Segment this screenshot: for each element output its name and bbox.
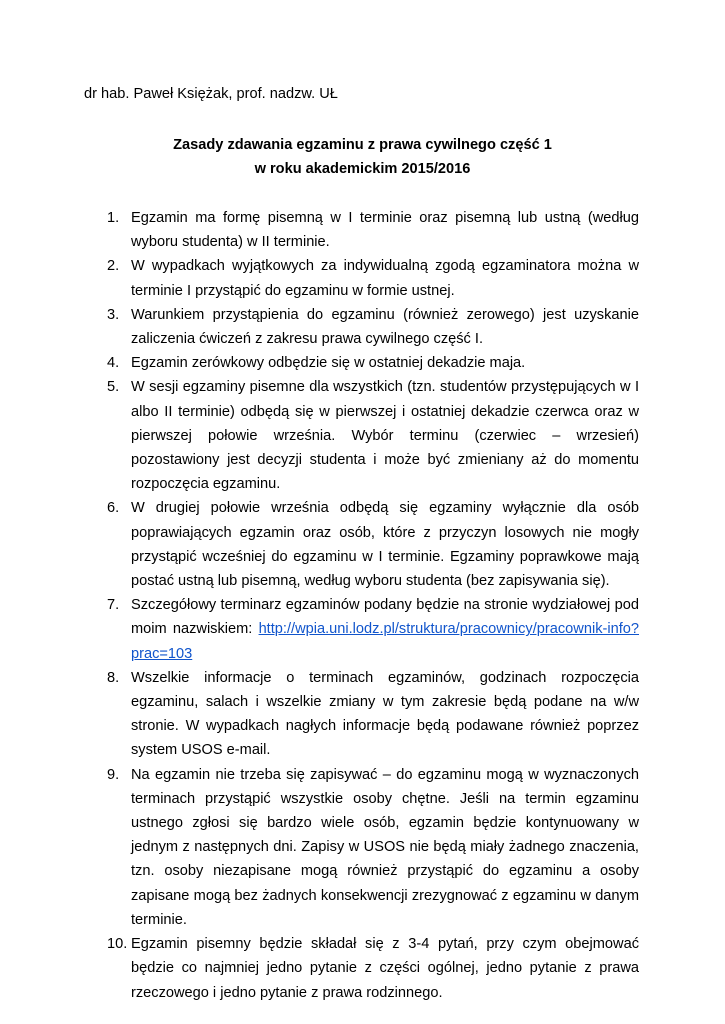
list-item (0, 254, 639, 302)
list-item (0, 932, 639, 1005)
item-number: 4. (107, 355, 120, 372)
item-number: 3. (107, 306, 120, 323)
item-number: 2. (107, 258, 120, 275)
item-number: 1. (107, 210, 120, 226)
item-number: 8. (107, 669, 120, 686)
document-title-line-1: Zasady zdawania egzaminu z prawa cywilnego część 1 (173, 137, 552, 153)
item-text: Egzamin pisemny będzie składał się z 3-4 pytań, przy czym obejmować będzie co najmniej jedno pytanie z części ogólnej, jedno pytanie z prawa rzeczowego i jedno pytanie z prawa rodzinnego. (131, 936, 639, 1001)
faculty-page-link[interactable]: http://wpia.uni.lodz.pl/struktura/pracownicy/pracownik-info?prac=103 (131, 621, 639, 662)
document-title-line-2: w roku akademickim 2015/2016 (254, 161, 471, 177)
list-item (0, 206, 639, 254)
list-item (0, 351, 639, 375)
item-text: Na egzamin nie trzeba się zapisywać – do egzaminu mogą w wyznaczonych terminach przystąpić wszystkie osoby chętne. Jeśli na termin egzaminu ustnego zgłosi się bardzo wiele osób, egzamin będzie kontynuowany w jednym z następnych dni. Zapisy w USOS nie będą miały żadnego znaczenia, tzn. osoby niezapisane mogą również przystąpić do egzaminu a osoby zapisane mogą bez żadnych konsekwencji zrezygnować z egzaminu w danym terminie. (131, 766, 639, 928)
author-line: dr hab. Paweł Księżak, prof. nadzw. UŁ (84, 86, 338, 102)
item-text: Egzamin ma formę pisemną w I terminie oraz pisemną lub ustną (według wyboru studenta) w II terminie. (131, 210, 639, 251)
item-text: Szczegółowy terminarz egzaminów podany będzie na stronie wydziałowej pod moim nazwiskiem: (131, 597, 639, 638)
list-item (0, 666, 639, 763)
item-text: Egzamin zerówkowy odbędzie się w ostatniej dekadzie maja. (131, 355, 526, 372)
item-number: 7. (107, 597, 120, 614)
item-text: Warunkiem przystąpienia do egzaminu (również zerowego) jest uzyskanie zaliczenia ćwiczeń z zakresu prawa cywilnego część I. (131, 306, 639, 348)
item-number: 9. (107, 766, 120, 783)
list-item (0, 375, 639, 496)
item-number: 5. (107, 379, 120, 396)
item-text: W drugiej połowie września odbędą się egzaminy wyłącznie dla osób poprawiających egzamin oraz osób, które z przyczyn losowych nie mogły przystąpić wcześniej do egzaminu w I terminie. Egzaminy poprawkowe mają postać ustną lub pisemną, według wyboru studenta (bez zapisywania się). (131, 500, 639, 590)
item-number: 6. (107, 500, 120, 517)
item-text: W wypadkach wyjątkowych za indywidualną zgodą egzaminatora można w terminie I przystąpić do egzaminu w formie ustnej. (131, 258, 639, 299)
item-text: Wszelkie informacje o terminach egzaminów, godzinach rozpoczęcia egzaminu, salach i wszelkie zmiany w tym zakresie będą podane na w/w stronie. W wypadkach nagłych informacje będą podawane również poprzez system USOS e-mail. (131, 669, 639, 759)
list-item (0, 303, 639, 351)
rules-list (0, 206, 725, 1005)
item-text: W sesji egzaminy pisemne dla wszystkich (tzn. studentów przystępujących w I albo II terminie) odbędą się w pierwszej i ostatniej dekadzie czerwca oraz w pierwszej połowie września. Wybór terminu (czerwiec – wrzesień) pozostawiony jest decyzji studenta i może być zmieniany aż do momentu rozpoczęcia egzaminu. (131, 379, 639, 493)
list-item (0, 763, 639, 932)
list-item (0, 593, 639, 666)
list-item (0, 496, 639, 593)
item-number: 10. (107, 936, 128, 953)
